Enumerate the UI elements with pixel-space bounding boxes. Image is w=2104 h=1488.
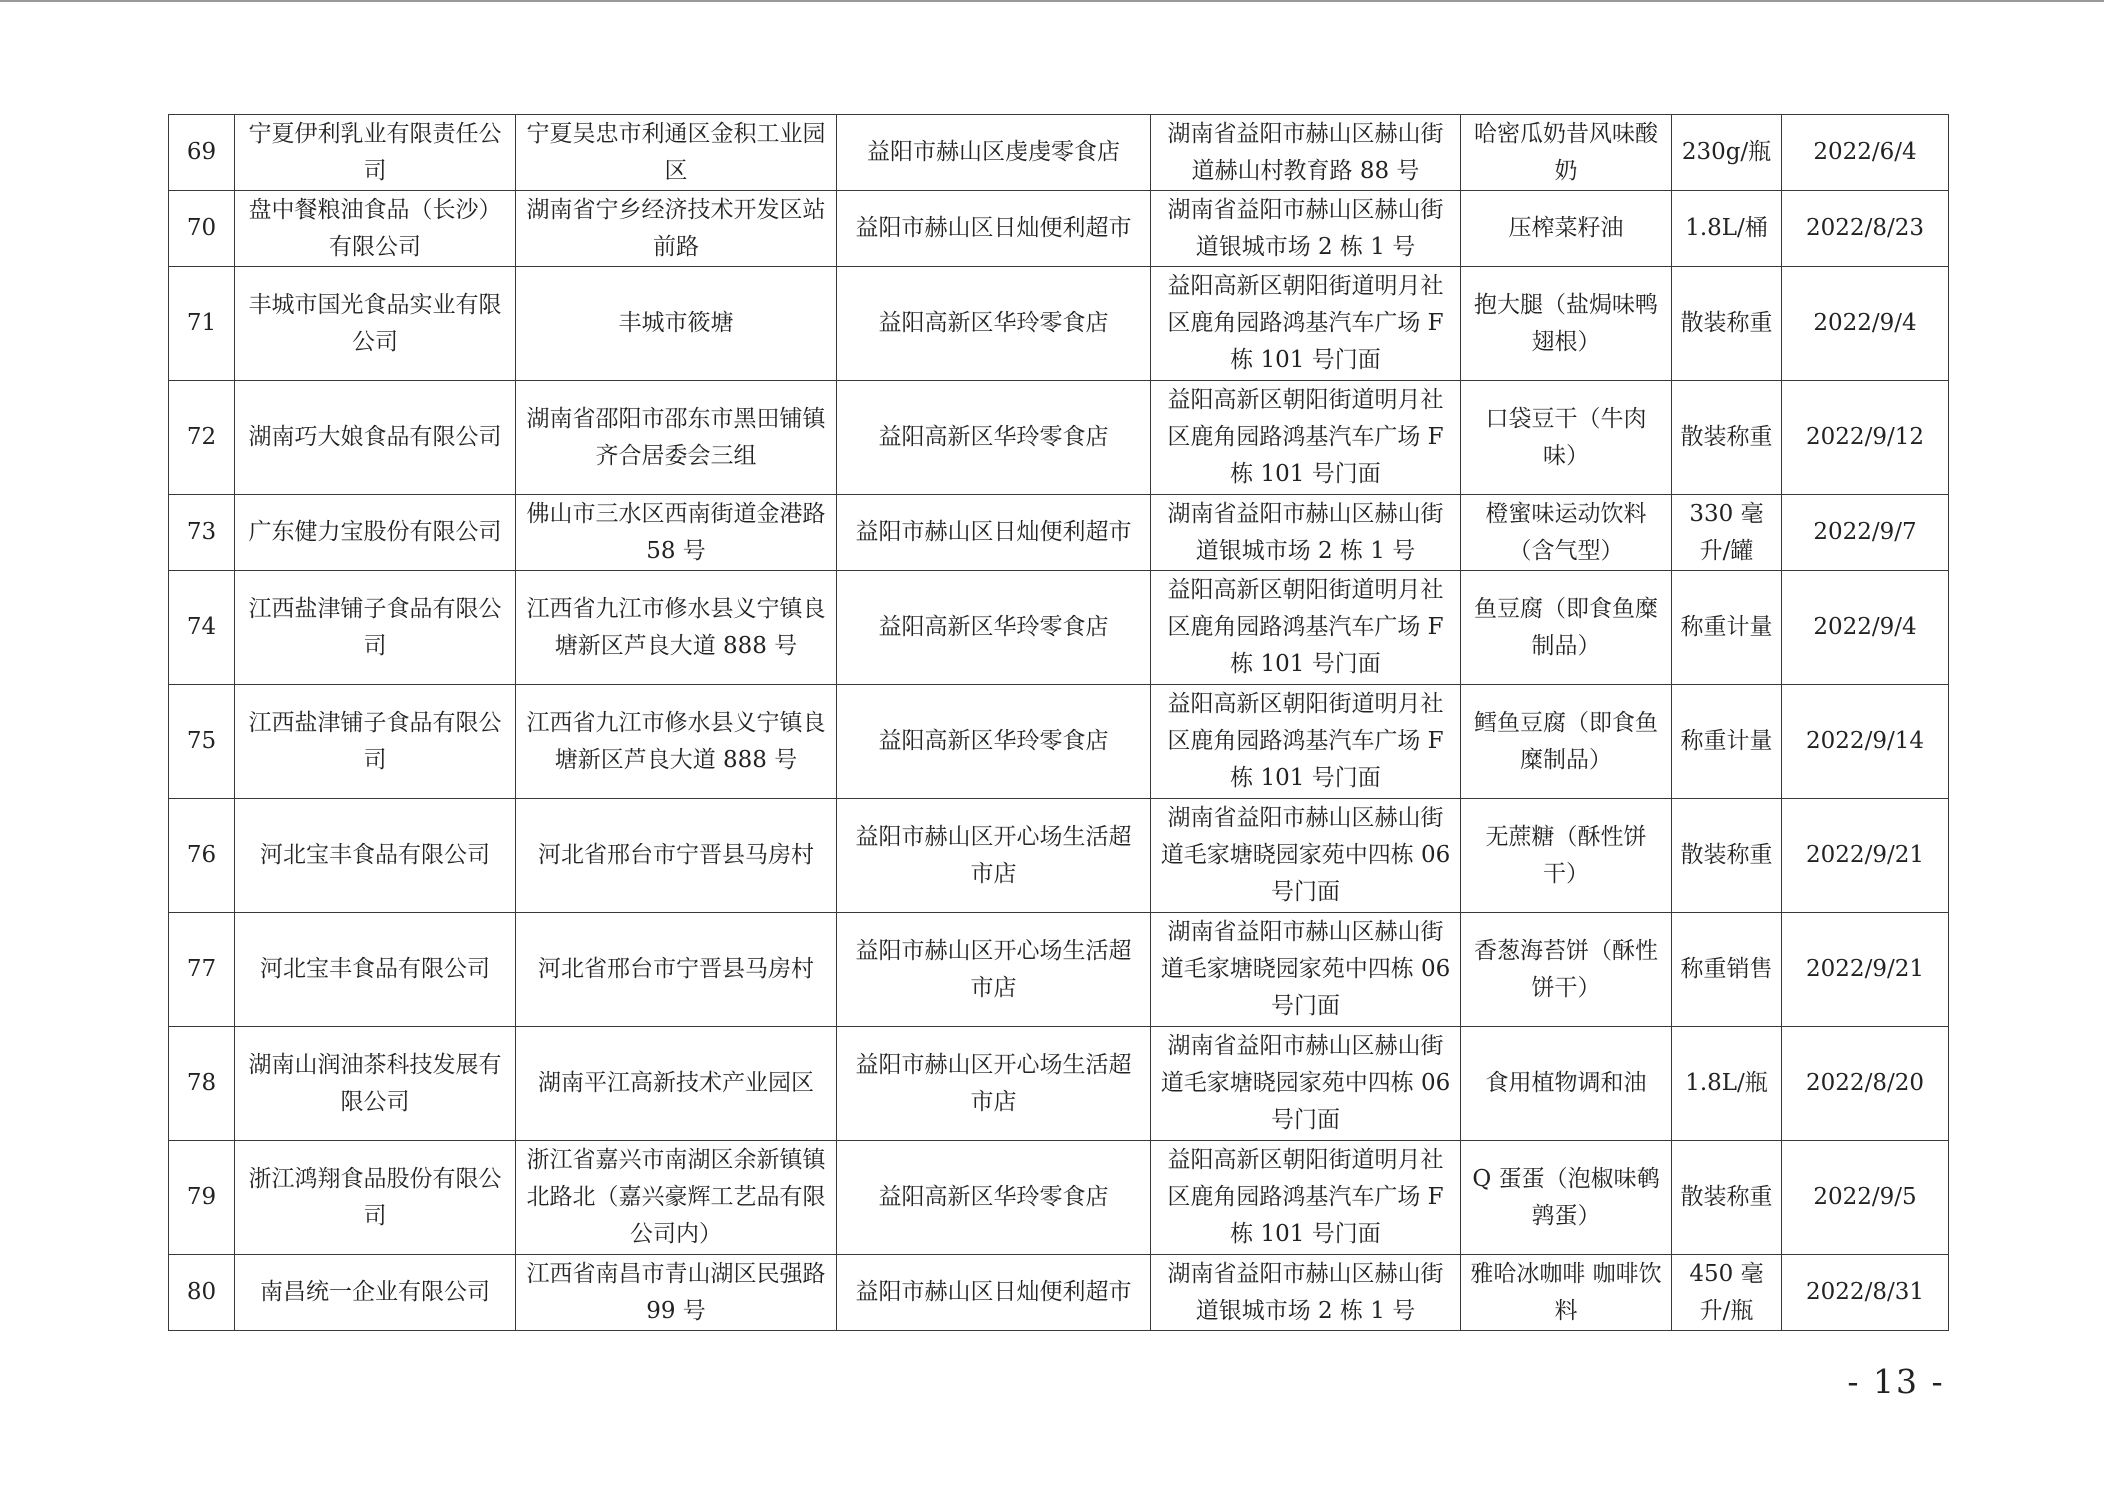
manufacturer-address: 佛山市三水区西南街道金港路 58 号 — [516, 495, 837, 571]
sampled-store-name: 益阳市赫山区日灿便利超市 — [837, 191, 1151, 267]
sampled-store-address: 湖南省益阳市赫山区赫山街道银城市场 2 栋 1 号 — [1151, 191, 1461, 267]
product-spec: 1.8L/瓶 — [1672, 1027, 1782, 1141]
row-number: 77 — [169, 913, 235, 1027]
manufacturer-address: 江西省南昌市青山湖区民强路 99 号 — [516, 1255, 837, 1331]
table-row — [169, 495, 1949, 571]
row-number: 79 — [169, 1141, 235, 1255]
production-date: 2022/9/21 — [1782, 913, 1949, 1027]
manufacturer-address: 江西省九江市修水县义宁镇良塘新区芦良大道 888 号 — [516, 685, 837, 799]
top-border-line — [0, 0, 2104, 2]
row-number: 71 — [169, 267, 235, 381]
product-name: 口袋豆干（牛肉味） — [1461, 381, 1672, 495]
production-date: 2022/9/21 — [1782, 799, 1949, 913]
manufacturer-name: 江西盐津铺子食品有限公司 — [235, 571, 516, 685]
sampled-store-address: 湖南省益阳市赫山区赫山街道毛家塘晓园家苑中四栋 06 号门面 — [1151, 913, 1461, 1027]
production-date: 2022/8/20 — [1782, 1027, 1949, 1141]
manufacturer-name: 河北宝丰食品有限公司 — [235, 913, 516, 1027]
manufacturer-address: 宁夏吴忠市利通区金积工业园区 — [516, 115, 837, 191]
production-date: 2022/9/7 — [1782, 495, 1949, 571]
manufacturer-address: 丰城市筱塘 — [516, 267, 837, 381]
product-spec: 散装称重 — [1672, 267, 1782, 381]
product-spec: 散装称重 — [1672, 799, 1782, 913]
product-name: 食用植物调和油 — [1461, 1027, 1672, 1141]
manufacturer-name: 湖南巧大娘食品有限公司 — [235, 381, 516, 495]
product-name: 哈密瓜奶昔风味酸奶 — [1461, 115, 1672, 191]
production-date: 2022/9/4 — [1782, 571, 1949, 685]
product-spec: 称重计量 — [1672, 685, 1782, 799]
table-row — [169, 571, 1949, 685]
product-name: 香葱海苔饼（酥性饼干） — [1461, 913, 1672, 1027]
manufacturer-name: 河北宝丰食品有限公司 — [235, 799, 516, 913]
table-row — [169, 685, 1949, 799]
product-name: 鱼豆腐（即食鱼糜制品） — [1461, 571, 1672, 685]
table-row — [169, 1141, 1949, 1255]
production-date: 2022/6/4 — [1782, 115, 1949, 191]
manufacturer-address: 湖南平江高新技术产业园区 — [516, 1027, 837, 1141]
sampled-store-address: 湖南省益阳市赫山区赫山街道赫山村教育路 88 号 — [1151, 115, 1461, 191]
production-date: 2022/8/23 — [1782, 191, 1949, 267]
table-row — [169, 191, 1949, 267]
table-row — [169, 913, 1949, 1027]
table-row — [169, 115, 1949, 191]
sampled-store-name: 益阳市赫山区虔虔零食店 — [837, 115, 1151, 191]
manufacturer-name: 盘中餐粮油食品（长沙）有限公司 — [235, 191, 516, 267]
manufacturer-name: 江西盐津铺子食品有限公司 — [235, 685, 516, 799]
sampled-store-address: 益阳高新区朝阳街道明月社区鹿角园路鸿基汽车广场 F 栋 101 号门面 — [1151, 571, 1461, 685]
table-row — [169, 799, 1949, 913]
manufacturer-name: 南昌统一企业有限公司 — [235, 1255, 516, 1331]
manufacturer-name: 浙江鸿翔食品股份有限公司 — [235, 1141, 516, 1255]
manufacturer-address: 江西省九江市修水县义宁镇良塘新区芦良大道 888 号 — [516, 571, 837, 685]
sampled-store-name: 益阳市赫山区开心场生活超市店 — [837, 1027, 1151, 1141]
table-row — [169, 1255, 1949, 1331]
sampled-store-name: 益阳高新区华玲零食店 — [837, 571, 1151, 685]
product-spec: 450 毫升/瓶 — [1672, 1255, 1782, 1331]
production-date: 2022/9/4 — [1782, 267, 1949, 381]
row-number: 69 — [169, 115, 235, 191]
manufacturer-name: 湖南山润油茶科技发展有限公司 — [235, 1027, 516, 1141]
row-number: 78 — [169, 1027, 235, 1141]
manufacturer-address: 河北省邢台市宁晋县马房村 — [516, 913, 837, 1027]
row-number: 70 — [169, 191, 235, 267]
table-body — [169, 115, 1949, 1331]
manufacturer-address: 湖南省邵阳市邵东市黑田铺镇齐合居委会三组 — [516, 381, 837, 495]
product-spec: 散装称重 — [1672, 381, 1782, 495]
sampled-store-address: 益阳高新区朝阳街道明月社区鹿角园路鸿基汽车广场 F 栋 101 号门面 — [1151, 685, 1461, 799]
sampled-store-address: 湖南省益阳市赫山区赫山街道毛家塘晓园家苑中四栋 06 号门面 — [1151, 1027, 1461, 1141]
manufacturer-name: 宁夏伊利乳业有限责任公司 — [235, 115, 516, 191]
sampled-store-address: 湖南省益阳市赫山区赫山街道银城市场 2 栋 1 号 — [1151, 495, 1461, 571]
product-spec: 330 毫升/罐 — [1672, 495, 1782, 571]
sampled-store-name: 益阳高新区华玲零食店 — [837, 267, 1151, 381]
product-name: 鳕鱼豆腐（即食鱼糜制品） — [1461, 685, 1672, 799]
production-date: 2022/8/31 — [1782, 1255, 1949, 1331]
product-name: 橙蜜味运动饮料（含气型） — [1461, 495, 1672, 571]
inspection-table — [168, 114, 1949, 1331]
row-number: 74 — [169, 571, 235, 685]
row-number: 72 — [169, 381, 235, 495]
sampled-store-name: 益阳高新区华玲零食店 — [837, 1141, 1151, 1255]
sampled-store-address: 益阳高新区朝阳街道明月社区鹿角园路鸿基汽车广场 F 栋 101 号门面 — [1151, 267, 1461, 381]
manufacturer-address: 浙江省嘉兴市南湖区余新镇镇北路北（嘉兴豪辉工艺品有限公司内） — [516, 1141, 837, 1255]
production-date: 2022/9/12 — [1782, 381, 1949, 495]
page-number: - 13 - — [1847, 1362, 1945, 1401]
sampled-store-address: 湖南省益阳市赫山区赫山街道银城市场 2 栋 1 号 — [1151, 1255, 1461, 1331]
product-name: 无蔗糖（酥性饼干） — [1461, 799, 1672, 913]
product-spec: 230g/瓶 — [1672, 115, 1782, 191]
sampled-store-address: 湖南省益阳市赫山区赫山街道毛家塘晓园家苑中四栋 06 号门面 — [1151, 799, 1461, 913]
sampled-store-address: 益阳高新区朝阳街道明月社区鹿角园路鸿基汽车广场 F 栋 101 号门面 — [1151, 381, 1461, 495]
sampled-store-name: 益阳市赫山区开心场生活超市店 — [837, 799, 1151, 913]
sampled-store-name: 益阳高新区华玲零食店 — [837, 381, 1151, 495]
product-name: 抱大腿（盐焗味鸭翅根） — [1461, 267, 1672, 381]
row-number: 75 — [169, 685, 235, 799]
product-name: 雅哈冰咖啡 咖啡饮料 — [1461, 1255, 1672, 1331]
production-date: 2022/9/5 — [1782, 1141, 1949, 1255]
manufacturer-address: 河北省邢台市宁晋县马房村 — [516, 799, 837, 913]
row-number: 76 — [169, 799, 235, 913]
sampled-store-address: 益阳高新区朝阳街道明月社区鹿角园路鸿基汽车广场 F 栋 101 号门面 — [1151, 1141, 1461, 1255]
manufacturer-name: 丰城市国光食品实业有限公司 — [235, 267, 516, 381]
sampled-store-name: 益阳市赫山区开心场生活超市店 — [837, 913, 1151, 1027]
sampled-store-name: 益阳市赫山区日灿便利超市 — [837, 495, 1151, 571]
table-row — [169, 267, 1949, 381]
product-spec: 1.8L/桶 — [1672, 191, 1782, 267]
manufacturer-name: 广东健力宝股份有限公司 — [235, 495, 516, 571]
sampled-store-name: 益阳市赫山区日灿便利超市 — [837, 1255, 1151, 1331]
sampled-store-name: 益阳高新区华玲零食店 — [837, 685, 1151, 799]
product-name: 压榨菜籽油 — [1461, 191, 1672, 267]
production-date: 2022/9/14 — [1782, 685, 1949, 799]
product-spec: 称重销售 — [1672, 913, 1782, 1027]
table-row — [169, 381, 1949, 495]
product-name: Q 蛋蛋（泡椒味鹌鹑蛋） — [1461, 1141, 1672, 1255]
row-number: 73 — [169, 495, 235, 571]
row-number: 80 — [169, 1255, 235, 1331]
manufacturer-address: 湖南省宁乡经济技术开发区站前路 — [516, 191, 837, 267]
table-row — [169, 1027, 1949, 1141]
product-spec: 散装称重 — [1672, 1141, 1782, 1255]
product-spec: 称重计量 — [1672, 571, 1782, 685]
